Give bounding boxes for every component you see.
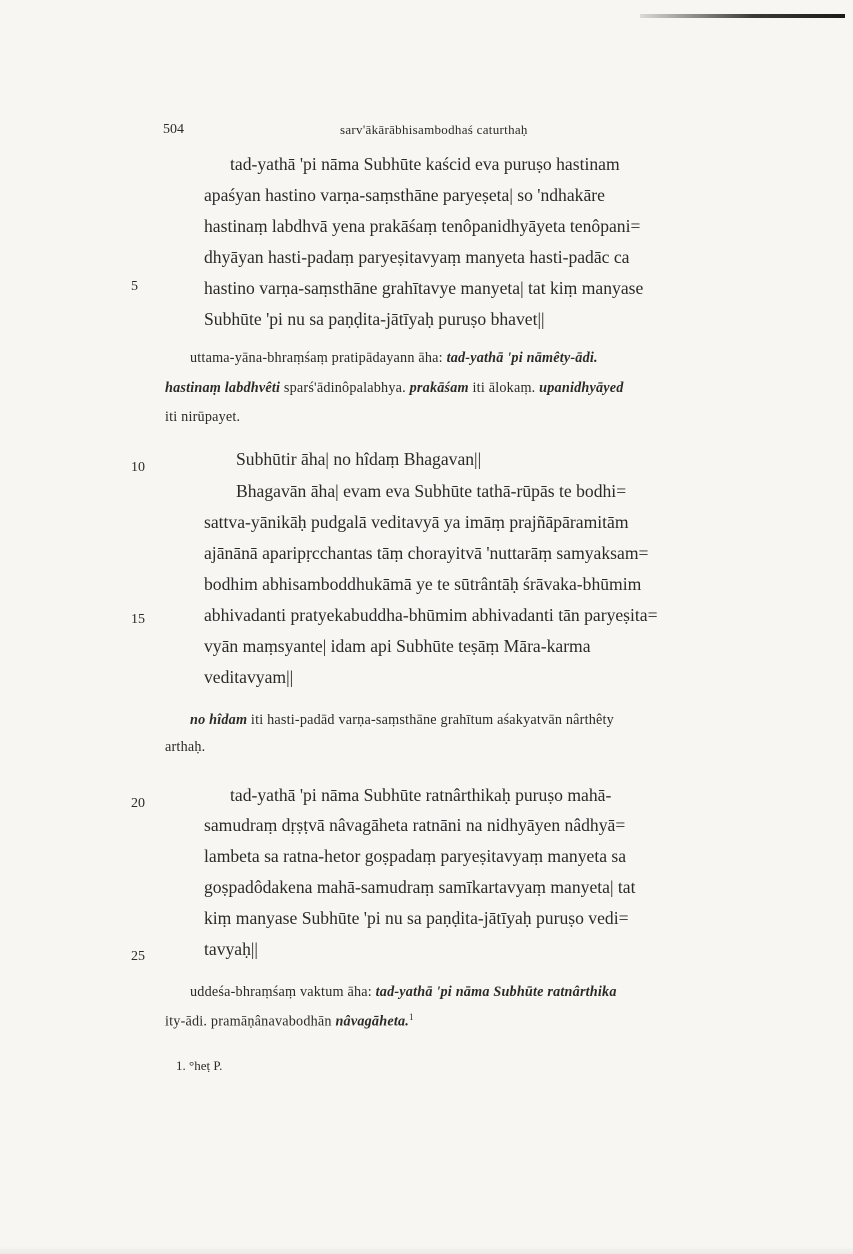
text-segment: ity-ādi. pramāṇânavabodhān bbox=[165, 1013, 336, 1030]
lemma: nâvagāheta. bbox=[335, 1013, 410, 1030]
text-line: Subhūte 'pi nu sa paṇḍita-jātīyaḥ puruṣo bhavet|| bbox=[204, 309, 545, 329]
text-line: apaśyan hastino varṇa-saṃsthāne paryeṣeta| so 'ndhakāre bbox=[204, 185, 605, 205]
text-line: Subhūtir āha| no hîdaṃ Bhagavan|| bbox=[236, 449, 482, 469]
lemma: hastinaṃ labdhvêti bbox=[165, 380, 281, 396]
lemma: no hîdam bbox=[190, 712, 248, 728]
commentary-line bbox=[190, 984, 617, 1001]
scan-top-rule bbox=[640, 14, 845, 18]
lemma: tad-yathā 'pi nāma Subhūte ratnârthika bbox=[375, 984, 617, 1000]
text-line: sattva-yānikāḥ pudgalā veditavyā ya imāṃ prajñāpāramitām bbox=[204, 512, 629, 532]
running-head: sarv'ākārābhisambodhaś caturthaḥ bbox=[340, 122, 528, 137]
text-line: tad-yathā 'pi nāma Subhūte ratnârthikaḥ puruṣo mahā- bbox=[230, 785, 612, 805]
line-number: 10 bbox=[131, 460, 145, 475]
page-number: 504 bbox=[163, 122, 184, 137]
commentary-line bbox=[165, 409, 240, 426]
text-line: abhivadanti pratyekabuddha-bhūmim abhivadanti tān paryeṣita= bbox=[204, 605, 658, 625]
text-line: vyān maṃsyante| idam api Subhūte teṣāṃ Māra-karma bbox=[204, 636, 591, 656]
commentary-line bbox=[190, 712, 614, 729]
text-line: ajānānā aparipṛcchantas tāṃ chorayitvā 'nuttarāṃ samyaksam= bbox=[204, 543, 649, 563]
footnote: 1. °heṭ P. bbox=[176, 1058, 223, 1073]
scan-bottom-edge bbox=[0, 1246, 853, 1254]
line-number: 15 bbox=[131, 612, 145, 627]
text-segment: uttama-yāna-bhraṃśaṃ pratipādayann āha: bbox=[190, 350, 447, 366]
text-segment: iti nirūpayet. bbox=[165, 409, 241, 425]
line-number: 25 bbox=[131, 949, 145, 964]
text-segment: uddeśa-bhraṃśaṃ vaktum āha: bbox=[190, 984, 376, 1000]
text-line: lambeta sa ratna-hetor goṣpadaṃ paryeṣitavyaṃ manyeta sa bbox=[204, 846, 627, 866]
text-segment: iti ālokaṃ. bbox=[468, 380, 540, 396]
text-line: dhyāyan hasti-padaṃ paryeṣitavyaṃ manyeta hasti-padāc ca bbox=[204, 247, 630, 267]
lemma: tad-yathā 'pi nāmêty-ādi. bbox=[446, 350, 598, 366]
text-line: kiṃ manyase Subhūte 'pi nu sa paṇḍita-jātīyaḥ puruṣo vedi= bbox=[204, 908, 629, 928]
lemma: upanidhyāyed bbox=[539, 380, 624, 396]
text-line: tavyaḥ|| bbox=[204, 939, 258, 959]
commentary-line bbox=[165, 739, 205, 756]
text-line: Bhagavān āha| evam eva Subhūte tathā-rūpās te bodhi= bbox=[236, 481, 627, 501]
text-line: tad-yathā 'pi nāma Subhūte kaścid eva puruṣo hastinam bbox=[230, 154, 620, 174]
footnote-ref: 1 bbox=[409, 1012, 414, 1022]
lemma: prakāśam bbox=[409, 380, 469, 396]
text-segment: sparś'ādinôpalabhya. bbox=[280, 380, 410, 396]
commentary-line bbox=[165, 1012, 414, 1031]
line-number: 5 bbox=[131, 279, 138, 294]
text-segment: iti hasti-padād varṇa-saṃsthāne grahītum aśakyatvān nârthêty bbox=[247, 712, 614, 728]
text-line: samudraṃ dṛṣṭvā nâvagāheta ratnāni na nidhyāyen nâdhyā= bbox=[204, 815, 626, 835]
text-line: goṣpadôdakena mahā-samudraṃ samīkartavyaṃ manyeta| tat bbox=[204, 877, 636, 897]
text-segment: arthaḥ. bbox=[165, 739, 206, 755]
commentary-line bbox=[190, 350, 598, 367]
text-line: hastino varṇa-saṃsthāne grahītavye manyeta| tat kiṃ manyase bbox=[204, 278, 644, 298]
commentary-line bbox=[165, 380, 624, 397]
text-line: bodhim abhisamboddhukāmā ye te sūtrântāḥ śrāvaka-bhūmim bbox=[204, 574, 642, 594]
line-number: 20 bbox=[131, 796, 145, 811]
text-line: hastinaṃ labdhvā yena prakāśaṃ tenôpanidhyāyeta tenôpani= bbox=[204, 216, 641, 236]
text-line: veditavyam|| bbox=[204, 667, 294, 687]
